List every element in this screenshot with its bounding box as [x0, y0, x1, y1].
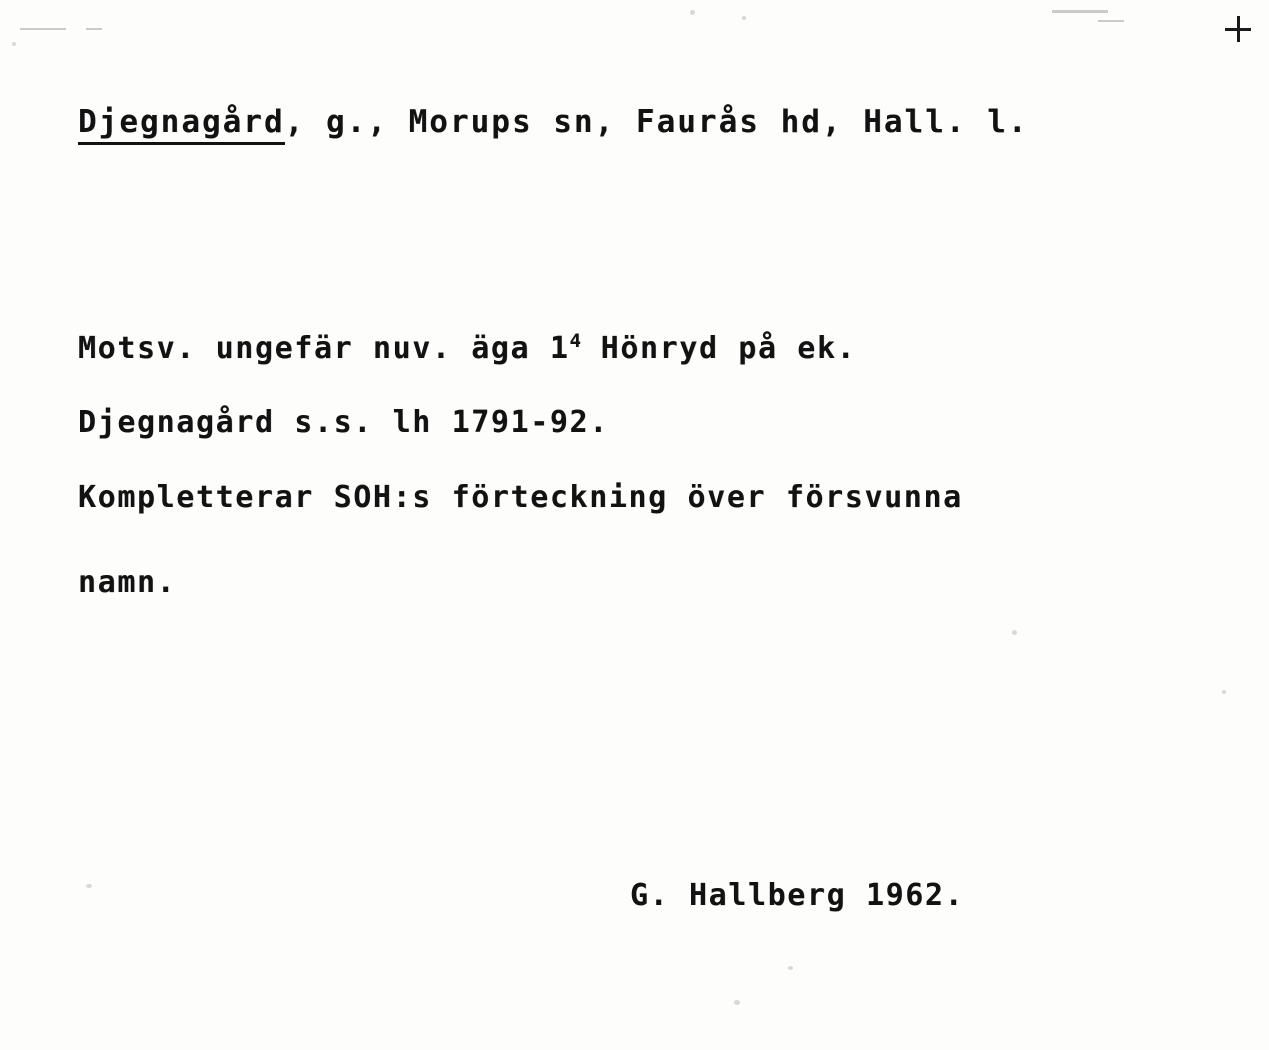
body-line-3: Kompletterar SOH:s förteckning över försvunna — [78, 480, 963, 515]
body-line-4: namn. — [78, 565, 177, 600]
scan-artifact — [734, 1000, 740, 1005]
scan-artifact — [1052, 10, 1108, 13]
body-line-2: Djegnagård s.s. lh 1791-92. — [78, 405, 609, 440]
scan-artifact — [86, 884, 92, 888]
heading-rest: , g., Morups sn, Faurås hd, Hall. l. — [284, 104, 1029, 140]
scan-artifact — [1222, 690, 1226, 694]
body-line-1 — [78, 330, 856, 366]
body-line-1-after: Hönryd på ek. — [581, 331, 857, 366]
body-line-1-superscript: 4 — [569, 330, 581, 352]
heading-keyword: Djegnagård — [78, 104, 285, 145]
scan-artifact — [86, 28, 102, 30]
scan-artifact — [742, 16, 746, 20]
scan-artifact — [1012, 630, 1017, 635]
body-line-1-before: Motsv. ungefär nuv. äga 1 — [78, 331, 570, 366]
signature-line: G. Hallberg 1962. — [630, 878, 965, 913]
scan-artifact — [788, 966, 793, 970]
scan-artifact — [12, 42, 16, 46]
scan-artifact — [1098, 20, 1124, 22]
plus-registration-mark — [1225, 16, 1251, 42]
scan-artifact — [690, 10, 695, 15]
card-heading — [78, 104, 1029, 140]
scan-artifact — [20, 28, 66, 30]
